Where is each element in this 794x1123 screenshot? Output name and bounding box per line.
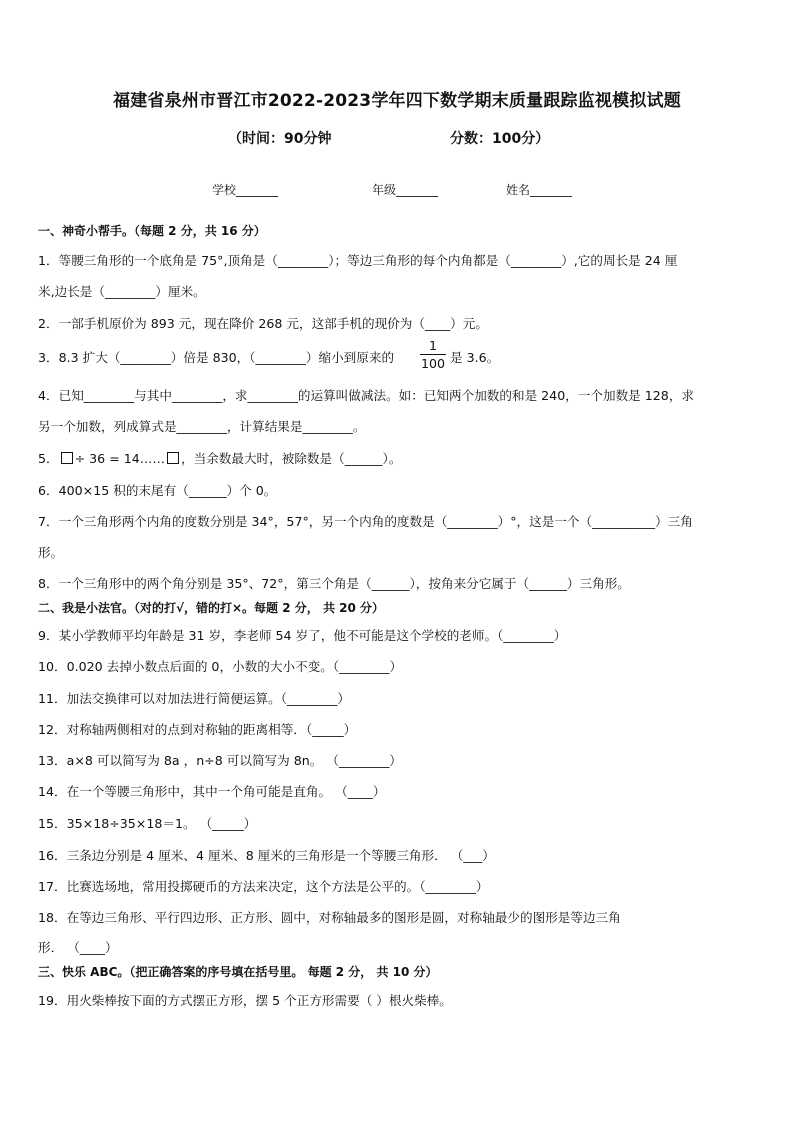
question-18-line-1: 18．在等边三角形、平行四边形、正方形、圆中，对称轴最多的图形是圆，对称轴最少的图形是等边三角 — [38, 910, 621, 925]
fraction-bar — [420, 354, 446, 355]
question-5-expression: ÷ 36 = 14…… — [74, 451, 165, 466]
dividend-blank-box — [61, 452, 73, 464]
question-12: 12．对称轴两侧相对的点到对称轴的距离相等．（_____） — [38, 722, 357, 737]
question-3-fraction — [420, 338, 446, 371]
question-17: 17．比赛选场地，常用投掷硬币的方法来决定，这个方法是公平的。（________） — [38, 879, 489, 894]
exam-meta — [0, 128, 794, 150]
question-15: 15．35×18÷35×18＝1。 （_____） — [38, 816, 257, 831]
section-1-heading: 一、神奇小帮手。（每题 2 分，共 16 分） — [38, 224, 266, 238]
question-19: 19．用火柴棒按下面的方式摆正方形，摆 5 个正方形需要（ ）根火柴棒。 — [38, 993, 452, 1008]
exam-time: （时间：90分钟 — [228, 131, 332, 147]
question-5 — [38, 448, 401, 467]
question-13: 13．a×8 可以简写为 8a ，n÷8 可以简写为 8n。 （________） — [38, 753, 402, 768]
question-4-line-2: 另一个加数，列成算式是________，计算结果是________。 — [38, 419, 366, 434]
question-14: 14．在一个等腰三角形中，其中一个角可能是直角。 （____） — [38, 784, 386, 799]
student-info — [0, 181, 794, 201]
question-18-line-2: 形． （____） — [38, 940, 118, 955]
section-2-heading: 二、我是小法官。（对的打√，错的打×。每题 2 分， 共 20 分） — [38, 601, 384, 615]
exam-score: 分数：100分） — [450, 131, 550, 147]
grade-field: 年级_______ — [372, 183, 439, 197]
exam-title: 福建省泉州市晋江市2022-2023学年四下数学期末质量跟踪监视模拟试题 — [113, 91, 681, 111]
question-6: 6．400×15 积的末尾有（______）个 0。 — [38, 483, 277, 498]
school-field: 学校_______ — [212, 183, 279, 197]
fraction-numerator: 1 — [428, 338, 437, 353]
remainder-blank-box — [167, 452, 179, 464]
question-5-number: 5． — [38, 451, 59, 466]
question-3-tail: 是 3.6。 — [450, 350, 500, 365]
question-7-line-2: 形。 — [38, 545, 64, 560]
question-11: 11．加法交换律可以对加法进行简便运算。（________） — [38, 691, 350, 706]
question-4-line-1: 4．已知________与其中________，求________的运算叫做减法。如：已知两个加数的和是 240，一个加数是 128，求 — [38, 388, 695, 403]
question-1-line-2: 米,边长是（________）厘米。 — [38, 284, 206, 299]
question-1-line-1: 1．等腰三角形的一个底角是 75°,顶角是（________）；等边三角形的每个内角都是（________）,它的周长是 24 厘 — [38, 253, 678, 268]
fraction-denominator: 100 — [420, 356, 446, 371]
name-field: 姓名_______ — [506, 183, 573, 197]
question-2: 2．一部手机原价为 893 元，现在降价 268 元，这部手机的现价为（____）元。 — [38, 316, 488, 331]
question-3: 3．8.3 扩大（________）倍是 830，（________）缩小到原来的 — [38, 350, 395, 365]
question-9: 9．某小学教师平均年龄是 31 岁，李老师 54 岁了，他不可能是这个学校的老师。（________） — [38, 628, 567, 643]
question-10: 10．0.020 去掉小数点后面的 0，小数的大小不变。（________） — [38, 659, 403, 674]
question-16: 16．三条边分别是 4 厘米、4 厘米、8 厘米的三角形是一个等腰三角形． （___） — [38, 848, 495, 863]
section-3-heading: 三、快乐 ABC。（把正确答案的序号填在括号里。 每题 2 分， 共 10 分） — [38, 965, 438, 979]
question-5-tail: ，当余数最大时，被除数是（______）。 — [180, 451, 402, 466]
question-7-line-1: 7．一个三角形两个内角的度数分别是 34°，57°，另一个内角的度数是（________）°，这是一个（__________）三角 — [38, 514, 693, 529]
question-8: 8．一个三角形中的两个角分别是 35°、72°，第三个角是（______），按角来分它属于（______）三角形。 — [38, 576, 630, 591]
